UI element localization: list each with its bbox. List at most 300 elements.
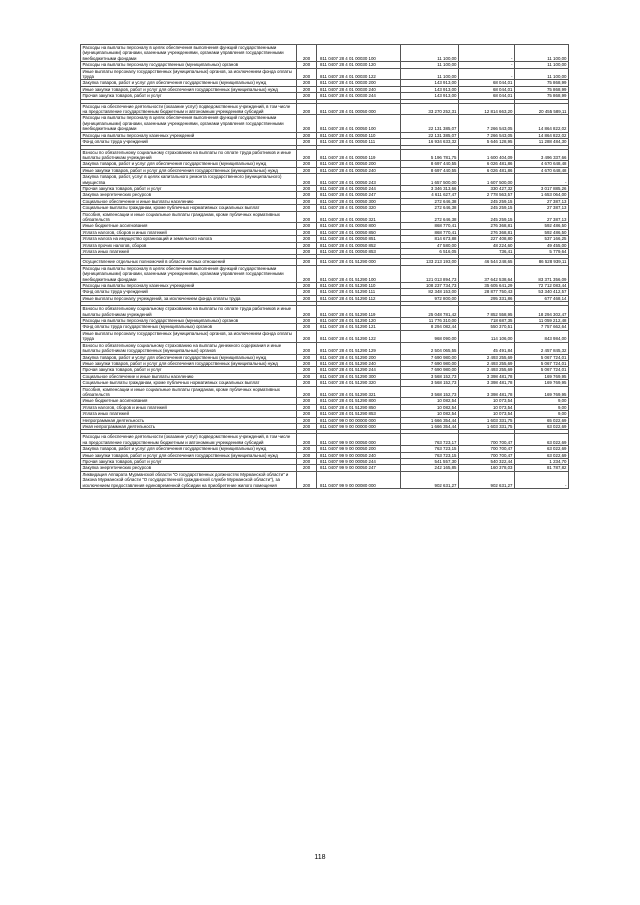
line-code-cell: 200 <box>297 398 317 404</box>
budget-code-cell: 811 0407 28 4 01 51290 122 <box>317 330 401 342</box>
budget-code-cell: 811 0407 99 9 00 00050 247 <box>317 465 401 471</box>
budget-code-cell: 811 0407 28 4 01 00050 000 <box>317 103 401 115</box>
executed-amount-cell: 160 378,03 <box>459 465 515 471</box>
unexecuted-amount-cell: 11 059 212,48 <box>515 318 569 324</box>
expense-name-cell: Непрограммная деятельность <box>81 417 297 423</box>
executed-amount-cell: 2 493 255,69 <box>459 367 515 373</box>
unexecuted-amount-cell: 5 067 724,01 <box>515 354 569 360</box>
executed-amount-cell: 7 266 543,05 <box>459 115 515 132</box>
executed-amount-cell: 2 493 255,69 <box>459 354 515 360</box>
expense-name-cell: Взносы по обязательному социальному страхованию на выплаты по оплате труда работников и иные выплаты работникам учреждений <box>81 306 297 318</box>
unexecuted-amount-cell: 14 864 822,02 <box>515 115 569 132</box>
budget-code-cell: 811 0407 28 4 01 00050 852 <box>317 242 401 248</box>
unexecuted-amount-cell: 63 022,69 <box>515 446 569 452</box>
budget-code-cell: 811 0407 28 4 01 51290 800 <box>317 398 401 404</box>
unexecuted-amount-cell: 11 100,00 <box>515 45 569 62</box>
table-row <box>81 373 569 379</box>
budget-code-cell: 811 0407 28 4 01 51290 000 <box>317 259 401 265</box>
unexecuted-amount-cell: 677 468,14 <box>515 295 569 301</box>
table-row <box>81 434 569 446</box>
expense-name-cell: Расходы на выплаты персоналу в целях обеспечения выполнения функций государственными (муниципальными) органами, казенными учреждениями, органами управления государственными внебюджетными фондами <box>81 115 297 132</box>
budget-code-cell: 811 0407 28 4 01 00050 110 <box>317 132 401 138</box>
unexecuted-amount-cell: 5 067 724,01 <box>515 367 569 373</box>
line-code-cell: 200 <box>297 161 317 167</box>
unexecuted-amount-cell: 9,00 <box>515 404 569 410</box>
budget-code-cell: 811 0407 28 4 01 00050 850 <box>317 229 401 235</box>
expense-name-cell: Уплата прочих налогов, сборов <box>81 242 297 248</box>
line-code-cell: 200 <box>297 373 317 379</box>
line-code-cell: 200 <box>297 324 317 330</box>
executed-amount-cell: 245 259,15 <box>459 211 515 223</box>
unexecuted-amount-cell: 53 340 412,57 <box>515 289 569 295</box>
expense-name-cell: Иные закупки товаров, работ и услуг для обеспечения государственных (муниципальных) нужд <box>81 360 297 366</box>
executed-amount-cell: 6 026 481,86 <box>459 167 515 173</box>
line-code-cell: 200 <box>297 459 317 465</box>
table-row <box>81 380 569 386</box>
executed-amount-cell: 35 605 641,29 <box>459 283 515 289</box>
expense-name-cell: Фонд оплаты труда учреждений <box>81 289 297 295</box>
executed-amount-cell: 700 700,47 <box>459 434 515 446</box>
expense-name-cell: Уплата налога на имущество организаций и земельного налога <box>81 236 297 242</box>
approved-amount-cell: 10 082,54 <box>401 404 459 410</box>
approved-amount-cell: 133 213 193,00 <box>401 259 459 265</box>
line-code-cell: 200 <box>297 167 317 173</box>
line-code-cell: 200 <box>297 185 317 191</box>
executed-amount-cell: 276 368,81 <box>459 223 515 229</box>
unexecuted-amount-cell: 1 234,70 <box>515 459 569 465</box>
line-code-cell: 200 <box>297 115 317 132</box>
executed-amount-cell: - <box>459 45 515 62</box>
unexecuted-amount-cell: 7 757 662,64 <box>515 324 569 330</box>
line-code-cell: 200 <box>297 236 317 242</box>
expense-name-cell: Иные закупки товаров, работ и услуг для обеспечения государственных (муниципальных) нужд <box>81 167 297 173</box>
budget-code-cell: 811 0407 28 4 01 51290 121 <box>317 324 401 330</box>
line-code-cell: 200 <box>297 192 317 198</box>
approved-amount-cell: 814 673,88 <box>401 236 459 242</box>
line-code-cell: 200 <box>297 452 317 458</box>
table-row <box>81 452 569 458</box>
budget-code-cell: 811 0407 28 4 01 00050 853 <box>317 249 401 255</box>
approved-amount-cell: 25 048 781,42 <box>401 306 459 318</box>
approved-amount-cell: 902 631,27 <box>401 471 459 488</box>
table-row <box>81 367 569 373</box>
expense-name-cell: Расходы на выплаты персоналу казенных учреждений <box>81 132 297 138</box>
expense-name-cell: Расходы на обеспечение деятельности (оказание услуг) подведомственных учреждений, в том числе на предоставление государственным бюджетным и автономным учреждениям субсидий <box>81 434 297 446</box>
executed-amount-cell: 550 370,51 <box>459 324 515 330</box>
line-code-cell: 200 <box>297 471 317 488</box>
line-code-cell: 200 <box>297 283 317 289</box>
budget-code-cell: 811 0407 28 4 01 00050 247 <box>317 192 401 198</box>
line-code-cell: 200 <box>297 465 317 471</box>
table-row <box>81 446 569 452</box>
line-code-cell: 200 <box>297 434 317 446</box>
approved-amount-cell: 22 131 385,07 <box>401 115 459 132</box>
budget-code-cell: 811 0407 28 4 01 00050 300 <box>317 198 401 204</box>
table-row <box>81 93 569 99</box>
executed-amount-cell: 46 544 248,65 <box>459 259 515 265</box>
line-code-cell: 200 <box>297 404 317 410</box>
expense-name-cell: Пособия, компенсации и иные социальные выплаты гражданам, кроме публичных нормативных обязательств <box>81 386 297 398</box>
executed-amount-cell: 1 600 404,09 <box>459 149 515 161</box>
budget-code-cell: 811 0407 99 9 00 00050 200 <box>317 446 401 452</box>
executed-amount-cell: 5 646 128,95 <box>459 139 515 145</box>
table-row <box>81 318 569 324</box>
table-row <box>81 229 569 235</box>
table-row <box>81 423 569 429</box>
budget-table <box>80 44 569 489</box>
expense-name-cell: Иные бюджетные ассигнования <box>81 398 297 404</box>
executed-amount-cell: 3 398 481,78 <box>459 380 515 386</box>
unexecuted-amount-cell: 5 067 724,01 <box>515 360 569 366</box>
approved-amount-cell: 108 237 734,73 <box>401 283 459 289</box>
unexecuted-amount-cell: 65 022,69 <box>515 417 569 423</box>
expense-name-cell: Иные выплаты персоналу государственных (муниципальных) органов, за исключением фонда оплаты труда <box>81 68 297 80</box>
executed-amount-cell: 68 044,01 <box>459 80 515 86</box>
budget-code-cell: 811 0407 28 4 01 51290 321 <box>317 386 401 398</box>
executed-amount-cell: - <box>459 68 515 80</box>
budget-code-cell: 811 0407 28 4 01 51290 320 <box>317 380 401 386</box>
expense-name-cell: Закупка энергетических ресурсов <box>81 465 297 471</box>
line-code-cell: 200 <box>297 259 317 265</box>
executed-amount-cell: 276 368,81 <box>459 229 515 235</box>
budget-code-cell: 811 0407 99 9 00 00050 244 <box>317 459 401 465</box>
line-code-cell: 200 <box>297 198 317 204</box>
line-code-cell: 200 <box>297 223 317 229</box>
budget-code-cell: 811 0407 28 4 01 51290 200 <box>317 354 401 360</box>
budget-code-cell: 811 0407 28 4 01 00050 800 <box>317 223 401 229</box>
executed-amount-cell: 48 224,60 <box>459 242 515 248</box>
budget-code-cell: 811 0407 28 4 01 51290 244 <box>317 367 401 373</box>
line-code-cell: 200 <box>297 249 317 255</box>
unexecuted-amount-cell: 14 864 822,02 <box>515 132 569 138</box>
approved-amount-cell: 868 770,41 <box>401 229 459 235</box>
expense-name-cell: Прочая закупка товаров, работ и услуг <box>81 185 297 191</box>
executed-amount-cell: 245 259,15 <box>459 205 515 211</box>
line-code-cell: 200 <box>297 80 317 86</box>
executed-amount-cell: 10 073,54 <box>459 404 515 410</box>
budget-code-cell: 811 0407 28 4 01 00050 243 <box>317 174 401 186</box>
table-row <box>81 211 569 223</box>
line-code-cell: 200 <box>297 45 317 62</box>
approved-amount-cell: 82 348 153,00 <box>401 289 459 295</box>
table-row <box>81 306 569 318</box>
executed-amount-cell: 330 427,32 <box>459 185 515 191</box>
line-code-cell: 200 <box>297 139 317 145</box>
table-row <box>81 404 569 410</box>
executed-amount-cell: 540 322,44 <box>459 459 515 465</box>
line-code-cell: 200 <box>297 86 317 92</box>
unexecuted-amount-cell: 537 166,25 <box>515 236 569 242</box>
approved-amount-cell: 10 082,54 <box>401 411 459 417</box>
unexecuted-amount-cell: 63 022,69 <box>515 423 569 429</box>
executed-amount-cell: 7 266 543,05 <box>459 132 515 138</box>
line-code-cell: 200 <box>297 289 317 295</box>
executed-amount-cell: 45 491,84 <box>459 342 515 354</box>
line-code-cell: 200 <box>297 446 317 452</box>
executed-amount-cell: 2 493 255,69 <box>459 360 515 366</box>
approved-amount-cell: 763 723,15 <box>401 452 459 458</box>
unexecuted-amount-cell: 11 288 484,30 <box>515 139 569 145</box>
line-code-cell: 200 <box>297 417 317 423</box>
executed-amount-cell: 902 631,27 <box>459 471 515 488</box>
approved-amount-cell: 272 646,38 <box>401 205 459 211</box>
expense-name-cell: Уплата налогов, сборов и иных платежей <box>81 404 297 410</box>
executed-amount-cell: 700 700,47 <box>459 446 515 452</box>
budget-code-cell: 811 0407 28 4 01 51290 129 <box>317 342 401 354</box>
table-row <box>81 459 569 465</box>
expense-name-cell: Иные бюджетные ассигнования <box>81 223 297 229</box>
table-row <box>81 103 569 115</box>
executed-amount-cell: 3 398 481,78 <box>459 373 515 379</box>
approved-amount-cell: 1 657 500,00 <box>401 174 459 186</box>
executed-amount-cell: 68 044,01 <box>459 86 515 92</box>
approved-amount-cell: 272 646,38 <box>401 211 459 223</box>
approved-amount-cell: 868 770,41 <box>401 223 459 229</box>
unexecuted-amount-cell: 4 670 648,48 <box>515 161 569 167</box>
expense-name-cell: Фонд оплаты труда государственных (муниципальных) органов <box>81 324 297 330</box>
unexecuted-amount-cell: 9,00 <box>515 398 569 404</box>
line-code-cell: 200 <box>297 354 317 360</box>
executed-amount-cell: 37 642 538,64 <box>459 265 515 282</box>
line-code-cell: 200 <box>297 149 317 161</box>
line-code-cell: 200 <box>297 174 317 186</box>
unexecuted-amount-cell: 1 653 064,00 <box>515 192 569 198</box>
page-number: 118 <box>314 854 326 861</box>
expense-name-cell: Иные закупки товаров, работ и услуг для обеспечения государственных (муниципальных) нужд <box>81 86 297 92</box>
approved-amount-cell: 8 697 440,55 <box>401 161 459 167</box>
budget-code-cell: 811 0407 28 4 01 00030 240 <box>317 86 401 92</box>
line-code-cell: 200 <box>297 132 317 138</box>
line-code-cell: 200 <box>297 306 317 318</box>
expense-name-cell: Расходы на выплаты персоналу государственных (муниципальных) органов <box>81 62 297 68</box>
unexecuted-amount-cell: 75 868,99 <box>515 86 569 92</box>
budget-code-cell: 811 0407 28 4 01 00030 120 <box>317 62 401 68</box>
unexecuted-amount-cell: 27 387,13 <box>515 198 569 204</box>
table-row <box>81 185 569 191</box>
budget-code-cell: 811 0407 28 4 01 00030 200 <box>317 80 401 86</box>
unexecuted-amount-cell: 63 022,69 <box>515 434 569 446</box>
executed-amount-cell: 1 607 500,00 <box>459 174 515 186</box>
expense-name-cell: Расходы на выплаты персоналу в целях обеспечения выполнения функций государственными (муниципальными) органами, казенными учреждениями, органами управления государственными внебюджетными фондами <box>81 265 297 282</box>
budget-code-cell: 811 0407 28 4 01 00050 111 <box>317 139 401 145</box>
expense-name-cell: Закупка товаров, работ и услуг для обеспечения государственных (муниципальных) нужд <box>81 80 297 86</box>
unexecuted-amount-cell: 75 868,99 <box>515 80 569 86</box>
approved-amount-cell: 47 580,00 <box>401 242 459 248</box>
unexecuted-amount-cell: 83 371 356,09 <box>515 265 569 282</box>
expense-name-cell: Расходы на выплаты персоналу в целях обеспечения выполнения функций государственными (муниципальными) органами, казенными учреждениями, органами управления государственными внебюджетными фондами <box>81 45 297 62</box>
executed-amount-cell: 718 687,35 <box>459 318 515 324</box>
approved-amount-cell: 7 690 980,00 <box>401 354 459 360</box>
executed-amount-cell: 10 073,54 <box>459 411 515 417</box>
expense-name-cell: Осуществление отдельных полномочий в области лесных отношений <box>81 259 297 265</box>
budget-code-cell: 811 0407 28 4 01 00030 100 <box>317 45 401 62</box>
unexecuted-amount-cell: 4 670 648,48 <box>515 167 569 173</box>
budget-code-cell: 811 0407 28 4 01 51290 853 <box>317 411 401 417</box>
line-code-cell: 200 <box>297 342 317 354</box>
expense-name-cell: Расходы на обеспечение деятельности (оказание услуг) подведомственных учреждений, в том числе на предоставление государственным бюджетным и автономным учреждениям субсидий <box>81 103 297 115</box>
line-code-cell: 200 <box>297 367 317 373</box>
budget-code-cell: 811 0407 28 4 01 51290 112 <box>317 295 401 301</box>
approved-amount-cell: 16 934 633,32 <box>401 139 459 145</box>
table-row <box>81 80 569 86</box>
budget-code-cell: 811 0407 28 4 01 00050 321 <box>317 211 401 223</box>
approved-amount-cell: 22 131 385,07 <box>401 132 459 138</box>
approved-amount-cell: 3 346 313,66 <box>401 185 459 191</box>
approved-amount-cell: 11 100,00 <box>401 62 459 68</box>
unexecuted-amount-cell: 9,00 <box>515 411 569 417</box>
budget-code-cell: 811 0407 28 4 01 00050 200 <box>317 161 401 167</box>
line-code-cell: 200 <box>297 62 317 68</box>
line-code-cell: 200 <box>297 229 317 235</box>
unexecuted-amount-cell: 843 984,00 <box>515 330 569 342</box>
unexecuted-amount-cell: 72 712 083,44 <box>515 283 569 289</box>
approved-amount-cell: 763 723,15 <box>401 446 459 452</box>
table-row <box>81 360 569 366</box>
unexecuted-amount-cell: 27 387,13 <box>515 205 569 211</box>
line-code-cell: 200 <box>297 295 317 301</box>
executed-amount-cell: 736,41 <box>459 249 515 255</box>
unexecuted-amount-cell: - <box>515 471 569 488</box>
budget-code-cell: 811 0407 99 9 00 00080 000 <box>317 471 401 488</box>
budget-code-cell: 811 0407 99 9 00 00050 240 <box>317 452 401 458</box>
unexecuted-amount-cell: 86 528 939,11 <box>515 259 569 265</box>
table-row <box>81 354 569 360</box>
executed-amount-cell: 2 778 563,57 <box>459 192 515 198</box>
line-code-cell: 200 <box>297 360 317 366</box>
budget-code-cell: 811 0407 99 0 00 00000 000 <box>317 417 401 423</box>
budget-code-cell: 811 0407 28 4 01 51290 240 <box>317 360 401 366</box>
line-code-cell: 200 <box>297 318 317 324</box>
approved-amount-cell: 3 568 152,73 <box>401 380 459 386</box>
table-row <box>81 342 569 354</box>
unexecuted-amount-cell: 18 294 302,47 <box>515 306 569 318</box>
line-code-cell: 200 <box>297 68 317 80</box>
expense-name-cell: Социальные выплаты гражданам, кроме публичных нормативных социальных выплат <box>81 205 297 211</box>
unexecuted-amount-cell: 5 779,64 <box>515 249 569 255</box>
unexecuted-amount-cell: 75 868,99 <box>515 93 569 99</box>
expense-name-cell: Взносы по обязательному социальному страхованию на выплаты по оплате труда работников и иные выплаты работникам учреждений <box>81 149 297 161</box>
budget-code-cell: 811 0407 28 4 01 00050 240 <box>317 167 401 173</box>
budget-code-cell: 811 0407 28 4 01 00050 244 <box>317 185 401 191</box>
executed-amount-cell: 1 603 331,75 <box>459 423 515 429</box>
budget-code-cell: 811 0407 28 4 01 00050 119 <box>317 149 401 161</box>
table-row <box>81 265 569 282</box>
budget-code-cell: 811 0407 99 9 00 00050 000 <box>317 434 401 446</box>
unexecuted-amount-cell: 11 100,00 <box>515 68 569 80</box>
budget-code-cell: 811 0407 99 9 00 00000 000 <box>317 423 401 429</box>
approved-amount-cell: 1 666 354,44 <box>401 423 459 429</box>
unexecuted-amount-cell: 2 457 845,32 <box>515 342 569 354</box>
line-code-cell: 200 <box>297 211 317 223</box>
table-row <box>81 174 569 186</box>
approved-amount-cell: 968 090,00 <box>401 330 459 342</box>
expense-name-cell: Расходы на выплаты персоналу государственных (муниципальных) органов <box>81 318 297 324</box>
executed-amount-cell: 10 073,54 <box>459 398 515 404</box>
unexecuted-amount-cell: 592 486,50 <box>515 229 569 235</box>
expense-name-cell: Прочая закупка товаров, работ и услуг <box>81 459 297 465</box>
unexecuted-amount-cell: 3 017 885,26 <box>515 185 569 191</box>
unexecuted-amount-cell: 81 787,82 <box>515 465 569 471</box>
expense-name-cell: Уплата налогов, сборов и иных платежей <box>81 229 297 235</box>
executed-amount-cell: 1 603 331,75 <box>459 417 515 423</box>
approved-amount-cell: 7 690 980,00 <box>401 367 459 373</box>
executed-amount-cell: 28 877 750,43 <box>459 289 515 295</box>
line-code-cell: 200 <box>297 330 317 342</box>
table-row <box>81 167 569 173</box>
approved-amount-cell: 972 800,00 <box>401 295 459 301</box>
expense-name-cell: Прочая закупка товаров, работ и услуг <box>81 93 297 99</box>
unexecuted-amount-cell: 169 769,95 <box>515 380 569 386</box>
table-row <box>81 283 569 289</box>
table-row <box>81 149 569 161</box>
approved-amount-cell: 11 100,00 <box>401 45 459 62</box>
expense-name-cell: Уплата иных платежей <box>81 411 297 417</box>
expense-name-cell: Закупка товаров, работ, услуг в целях капитального ремонта государственного (муниципального) имущества <box>81 174 297 186</box>
expense-name-cell: Закупка товаров, работ и услуг для обеспечения государственных (муниципальных) нужд <box>81 161 297 167</box>
executed-amount-cell: 12 814 663,20 <box>459 103 515 115</box>
expense-name-cell: Иные закупки товаров, работ и услуг для обеспечения государственных (муниципальных) нужд <box>81 452 297 458</box>
approved-amount-cell: 143 913,00 <box>401 93 459 99</box>
executed-amount-cell: 7 852 558,95 <box>459 306 515 318</box>
expense-name-cell: Закупка энергетических ресурсов <box>81 192 297 198</box>
approved-amount-cell: 8 294 082,44 <box>401 324 459 330</box>
approved-amount-cell: 272 646,38 <box>401 198 459 204</box>
budget-code-cell: 811 0407 28 4 01 00030 122 <box>317 68 401 80</box>
table-row <box>81 161 569 167</box>
executed-amount-cell: 114 106,00 <box>459 330 515 342</box>
table-row <box>81 471 569 488</box>
expense-name-cell: Иные выплаты персоналу государственных (муниципальных) органов, за исключением фонда оплаты труда <box>81 330 297 342</box>
line-code-cell: 200 <box>297 380 317 386</box>
line-code-cell: 200 <box>297 386 317 398</box>
table-row <box>81 330 569 342</box>
table-row <box>81 205 569 211</box>
expense-name-cell: Взносы по обязательному социальному страхованию на выплаты денежного содержания и иные выплаты работникам государственных (муниципальных) органов <box>81 342 297 354</box>
unexecuted-amount-cell: 27 387,13 <box>515 211 569 223</box>
unexecuted-amount-cell: 11 100,00 <box>515 62 569 68</box>
approved-amount-cell: 33 270 252,31 <box>401 103 459 115</box>
table-row <box>81 198 569 204</box>
expense-name-cell: Прочая закупка товаров, работ и услуг <box>81 367 297 373</box>
executed-amount-cell: - <box>459 62 515 68</box>
executed-amount-cell: 700 700,47 <box>459 452 515 458</box>
approved-amount-cell: 3 568 152,73 <box>401 373 459 379</box>
budget-code-cell: 811 0407 28 4 01 51290 300 <box>317 373 401 379</box>
approved-amount-cell: 7 690 980,00 <box>401 360 459 366</box>
expense-name-cell: Социальные выплаты гражданам, кроме публичных нормативных социальных выплат <box>81 380 297 386</box>
expense-name-cell: Пособия, компенсации и иные социальные выплаты гражданам, кроме публичных нормативных обязательств <box>81 211 297 223</box>
expense-name-cell: Социальное обеспечение и иные выплаты населению <box>81 198 297 204</box>
budget-code-cell: 811 0407 28 4 01 51290 119 <box>317 306 401 318</box>
budget-code-cell: 811 0407 28 4 01 00030 244 <box>317 93 401 99</box>
line-code-cell: 200 <box>297 103 317 115</box>
executed-amount-cell: 6 026 481,86 <box>459 161 515 167</box>
table-row <box>81 236 569 242</box>
expense-name-cell: Иные выплаты персоналу учреждений, за исключением фонда оплаты труда <box>81 295 297 301</box>
unexecuted-amount-cell: 169 769,95 <box>515 386 569 398</box>
table-row <box>81 132 569 138</box>
unexecuted-amount-cell: 592 486,50 <box>515 223 569 229</box>
approved-amount-cell: 3 568 152,73 <box>401 386 459 398</box>
executed-amount-cell: 227 408,80 <box>459 236 515 242</box>
line-code-cell: 200 <box>297 423 317 429</box>
line-code-cell: 200 <box>297 265 317 282</box>
approved-amount-cell: 143 913,00 <box>401 86 459 92</box>
executed-amount-cell: 68 044,01 <box>459 93 515 99</box>
expense-name-cell: Фонд оплаты труда учреждений <box>81 139 297 145</box>
budget-code-cell: 811 0407 28 4 01 51290 850 <box>317 404 401 410</box>
approved-amount-cell: 10 082,54 <box>401 398 459 404</box>
